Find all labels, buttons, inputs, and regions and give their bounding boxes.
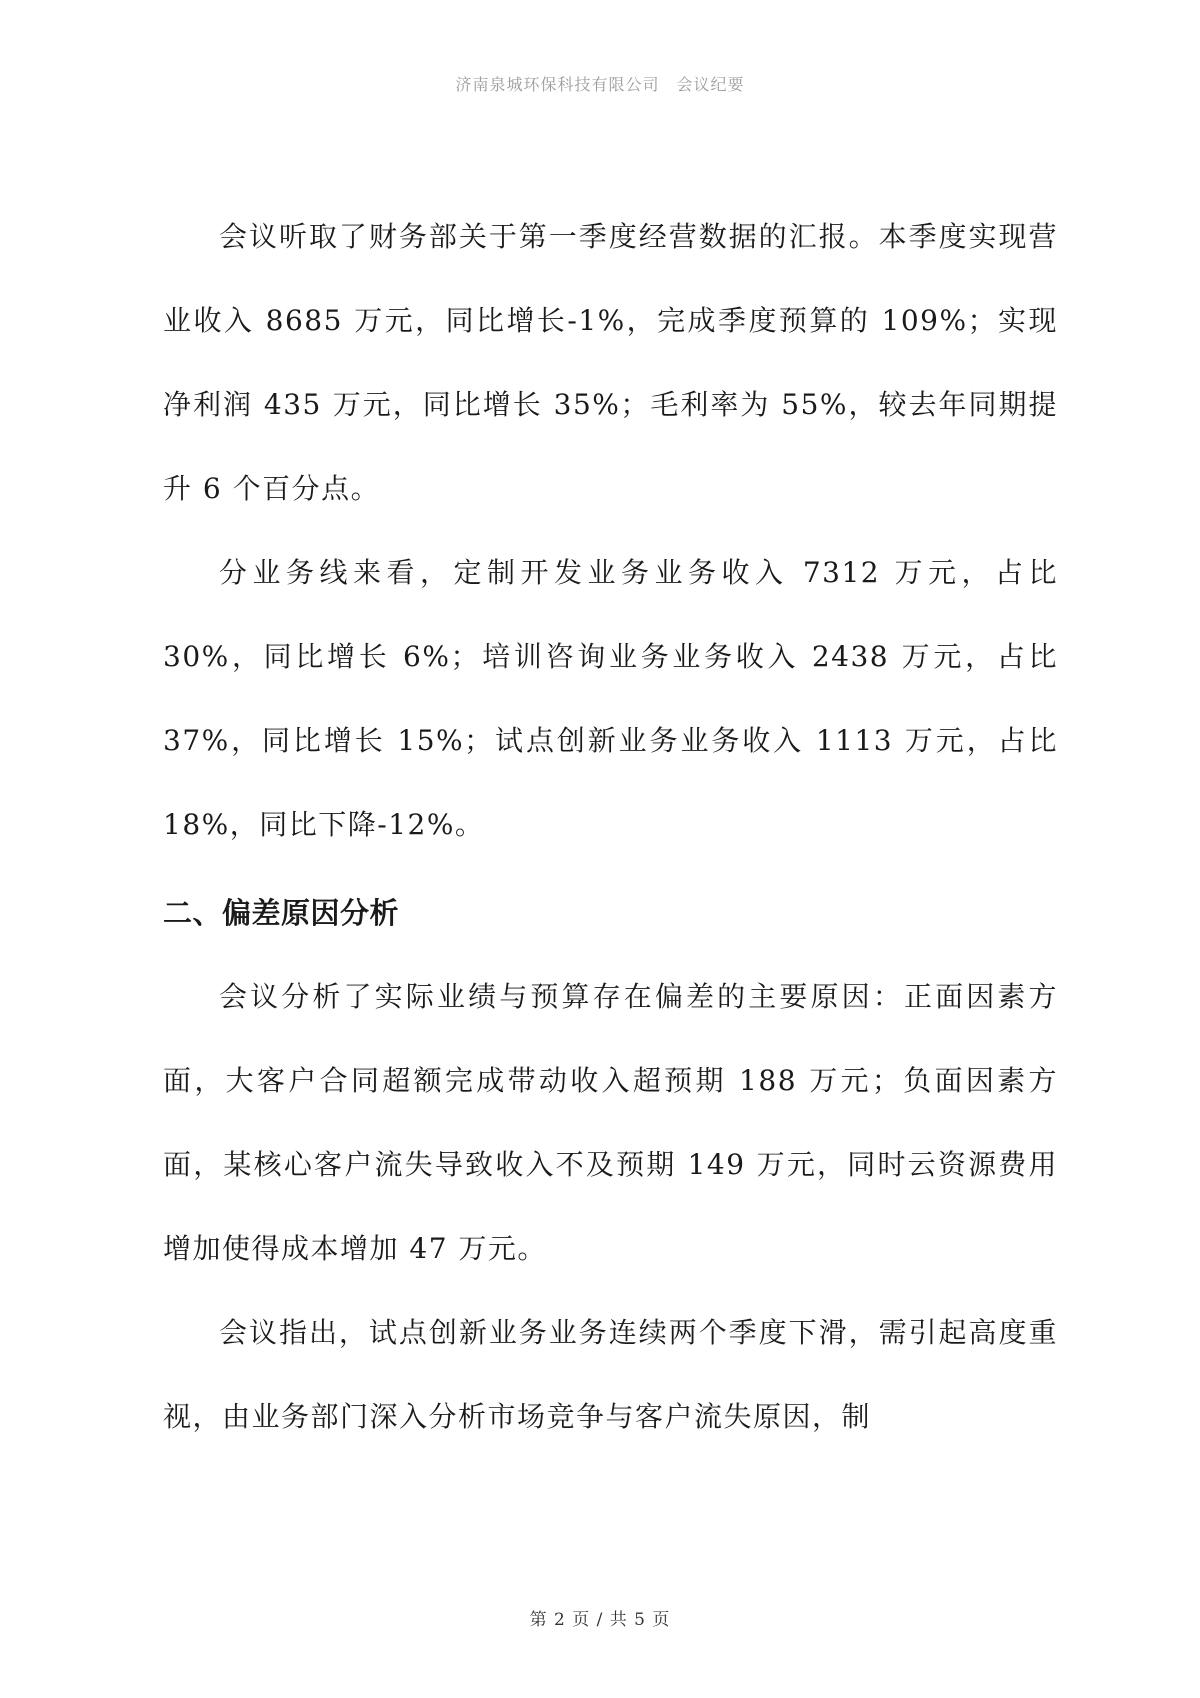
page-header: 济南泉城环保科技有限公司 会议纪要 bbox=[455, 75, 745, 94]
section-heading-deviation-analysis: 二、偏差原因分析 bbox=[163, 896, 400, 930]
paragraph-deviation-causes: 会议分析了实际业绩与预算存在偏差的主要原因：正面因素方面，大客户合同超额完成带动收入超预期 188 万元；负面因素方面，某核心客户流失导致收入不及预期 149 万元，同时云资源费用增加使得成本增加 47 万元。 bbox=[163, 980, 1058, 1265]
paragraph-business-lines: 分业务线来看，定制开发业务业务收入 7312 万元，占比 30%，同比增长 6%；培训咨询业务业务收入 2438 万元，占比 37%，同比增长 15%；试点创新业务业务收入 1113 万元，占比 18%，同比下降-12%。 bbox=[163, 556, 1058, 841]
paragraph-pilot-innovation: 会议指出，试点创新业务业务连续两个季度下滑，需引起高度重视，由业务部门深入分析市场竞争与客户流失原因，制 bbox=[163, 1316, 1058, 1433]
page-number-footer: 第 2 页 / 共 5 页 bbox=[529, 1610, 671, 1630]
document-body bbox=[163, 195, 1058, 1459]
paragraph-q1-summary: 会议听取了财务部关于第一季度经营数据的汇报。本季度实现营业收入 8685 万元，同比增长-1%，完成季度预算的 109%；实现净利润 435 万元，同比增长 35%；毛利率为 55%，较去年同期提升 6 个百分点。 bbox=[163, 220, 1058, 505]
